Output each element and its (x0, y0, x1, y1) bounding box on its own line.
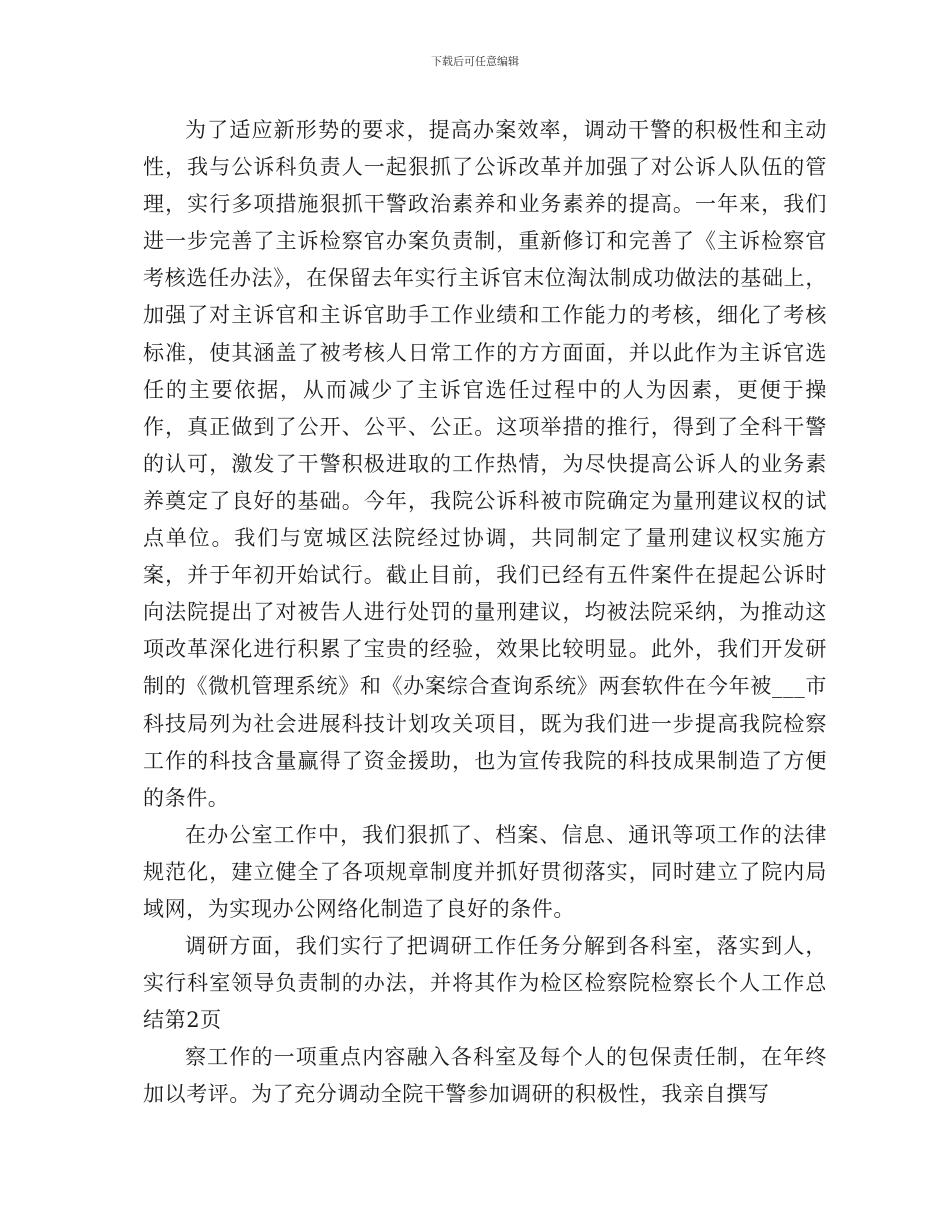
paragraph-office-work: 在办公室工作中，我们狠抓了、档案、信息、通讯等项工作的法律规范化，建立健全了各项规章制度并抓好贯彻落实，同时建立了院内局域网，为实现办公网络化制造了良好的条件。 (143, 822, 827, 921)
paragraph-public-prosecution-reform: 为了适应新形势的要求，提高办案效率，调动干警的积极性和主动性，我与公诉科负责人一起狠抓了公诉改革并加强了对公诉人队伍的管理，实行多项措施狠抓干警政治素养和业务素养的提高。一年来，我们进一步完善了主诉检察官办案负责制，重新修订和完善了《主诉检察官考核选任办法》，在保留去年实行主诉官末位淘汰制成功做法的基础上，加强了对主诉官和主诉官助手工作业绩和工作能力的考核，细化了考核标准，使其涵盖了被考核人日常工作的方方面面，并以此作为主诉官选任的主要依据，从而减少了主诉官选任过程中的人为因素，更便于操作，真正做到了公开、公平、公正。这项举措的推行，得到了全科干警的认可，激发了干警积极进取的工作热情，为尽快提高公诉人的业务素养奠定了良好的基础。今年，我院公诉科被市院确定为量刑建议权的试点单位。我们与宽城区法院经过协调，共同制定了量刑建议权实施方案，并于年初开始试行。截止目前，我们已经有五件案件在提起公诉时向法院提出了对被告人进行处罚的量刑建议，均被法院采纳，为推动这项改革深化进行积累了宝贵的经验，效果比较明显。此外，我们开发研制的《微机管理系统》和《办案综合查询系统》两套软件在今年被___市科技局列为社会进展科技计划攻关项目，既为我们进一步提高我院检察工作的科技含量赢得了资金援助，也为宣传我院的科技成果制造了方便的条件。 (143, 118, 827, 810)
document-body (143, 112, 827, 1114)
page-header: 下载后可任意编辑 (431, 55, 519, 68)
paragraph-research: 调研方面，我们实行了把调研工作任务分解到各科室，落实到人，实行科室领导负责制的办法，并将其作为检区检察院检察长个人工作总结第2页 (143, 934, 827, 1033)
paragraph-continuation: 察工作的一项重点内容融入各科室及每个人的包保责任制，在年终加以考评。为了充分调动全院干警参加调研的积极性，我亲自撰写 (143, 1045, 827, 1107)
